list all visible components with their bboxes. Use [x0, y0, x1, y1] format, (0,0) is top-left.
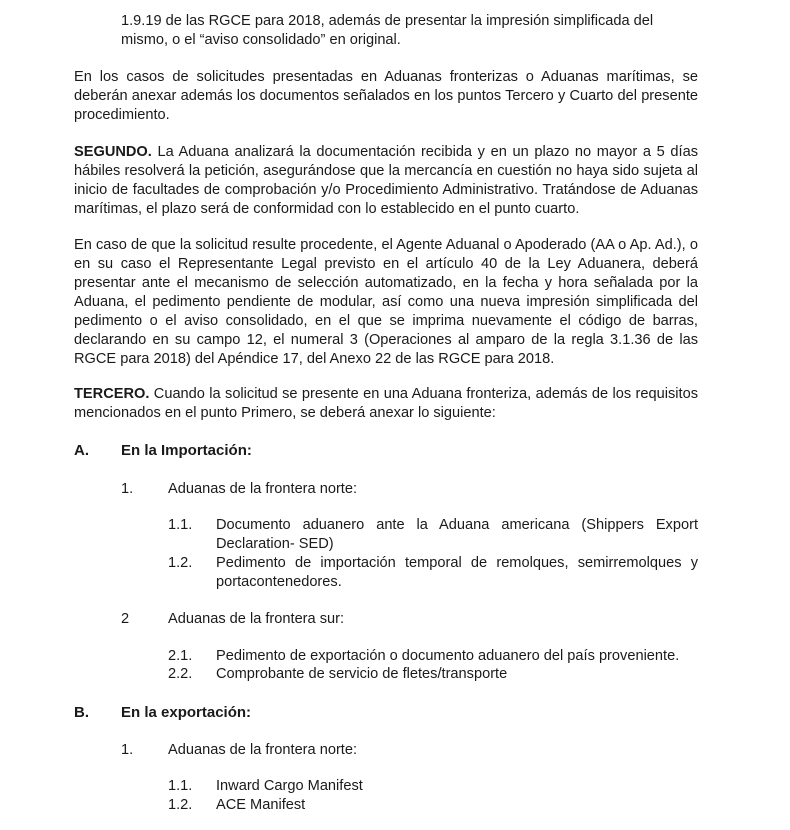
group-b1-title: Aduanas de la frontera norte:: [168, 742, 358, 758]
segundo-text: La Aduana analizará la documentación recibida y en un plazo no mayor a 5 días hábiles resolverá la petición, asegurándose que la mercancía en cuestión no haya sido sujeta al inicio de facultades de comprobación y/o Procedimiento Administrativo. Tratándose de Aduanas marítimas, el plazo será de conformidad con lo establecido en el punto cuarto.: [74, 144, 698, 217]
section-b-letter: B.: [74, 704, 89, 721]
group-a1-number: 1.: [121, 481, 134, 497]
segundo-label: SEGUNDO.: [74, 144, 152, 160]
procedente-paragraph: En caso de que la solicitud resulte procedente, el Agente Aduanal o Apoderado (AA o Ap. Ad.), o en su caso el Representante Legal previsto en el artículo 40 de la Ley Aduanera, deberá presentar ante el mecanismo de selección automatizado, en la fecha y hora señalada por la Aduana, el pedimento pendiente de modular, así como una nueva impresión simplificada del pedimento o el aviso consolidado, en el que se imprima nuevamente el código de barras, declarando en su campo 12, el numeral 3 (Operaciones al amparo de la regla 3.1.36 de las RGCE para 2018) del Apéndice 17, del Anexo 22 de las RGCE para 2018.: [74, 237, 698, 367]
item-b1-2-number: 1.2.: [168, 797, 193, 813]
item-b1-1-text: Inward Cargo Manifest: [216, 778, 363, 794]
group-a2-number: 2: [121, 611, 130, 627]
item-a1-2-number: 1.2.: [168, 555, 193, 571]
item-b1-2-text: ACE Manifest: [216, 797, 306, 813]
border-customs-paragraph: En los casos de solicitudes presentadas en Aduanas fronterizas o Aduanas marítimas, se deberán anexar además los documentos señalados en los puntos Tercero y Cuarto del presente procedimiento.: [74, 69, 698, 123]
item-a2-2-text: Comprobante de servicio de fletes/transporte: [216, 666, 508, 682]
item-b1-1-number: 1.1.: [168, 778, 193, 794]
section-a-letter: A.: [74, 442, 89, 459]
group-a1-title: Aduanas de la frontera norte:: [168, 481, 358, 497]
item-a1-2-text: Pedimento de importación temporal de remolques, semirremolques y portacontenedores.: [216, 555, 698, 590]
item-a2-1-text: Pedimento de exportación o documento aduanero del país proveniente.: [216, 648, 680, 664]
continuation-line-2: mismo, o el “aviso consolidado” en original.: [121, 32, 401, 48]
group-a2-title: Aduanas de la frontera sur:: [168, 611, 345, 627]
segundo-paragraph: [74, 143, 698, 219]
tercero-label: TERCERO.: [74, 386, 150, 402]
item-a1-1-text: Documento aduanero ante la Aduana americana (Shippers Export Declaration- SED): [216, 517, 698, 552]
continuation-line-1: 1.9.19 de las RGCE para 2018, además de presentar la impresión simplificada del: [121, 13, 654, 29]
tercero-paragraph: [74, 385, 698, 423]
item-a2-1-number: 2.1.: [168, 648, 193, 664]
section-a-title: En la Importación:: [121, 442, 252, 459]
group-b1-number: 1.: [121, 742, 134, 758]
item-a1-1-number: 1.1.: [168, 517, 193, 533]
continuation-paragraph: [121, 12, 698, 50]
tercero-text: Cuando la solicitud se presente en una Aduana fronteriza, además de los requisitos mencionados en el punto Primero, se deberá anexar lo siguiente:: [74, 386, 698, 421]
section-b-title: En la exportación:: [121, 704, 252, 721]
item-a2-2-number: 2.2.: [168, 666, 193, 682]
